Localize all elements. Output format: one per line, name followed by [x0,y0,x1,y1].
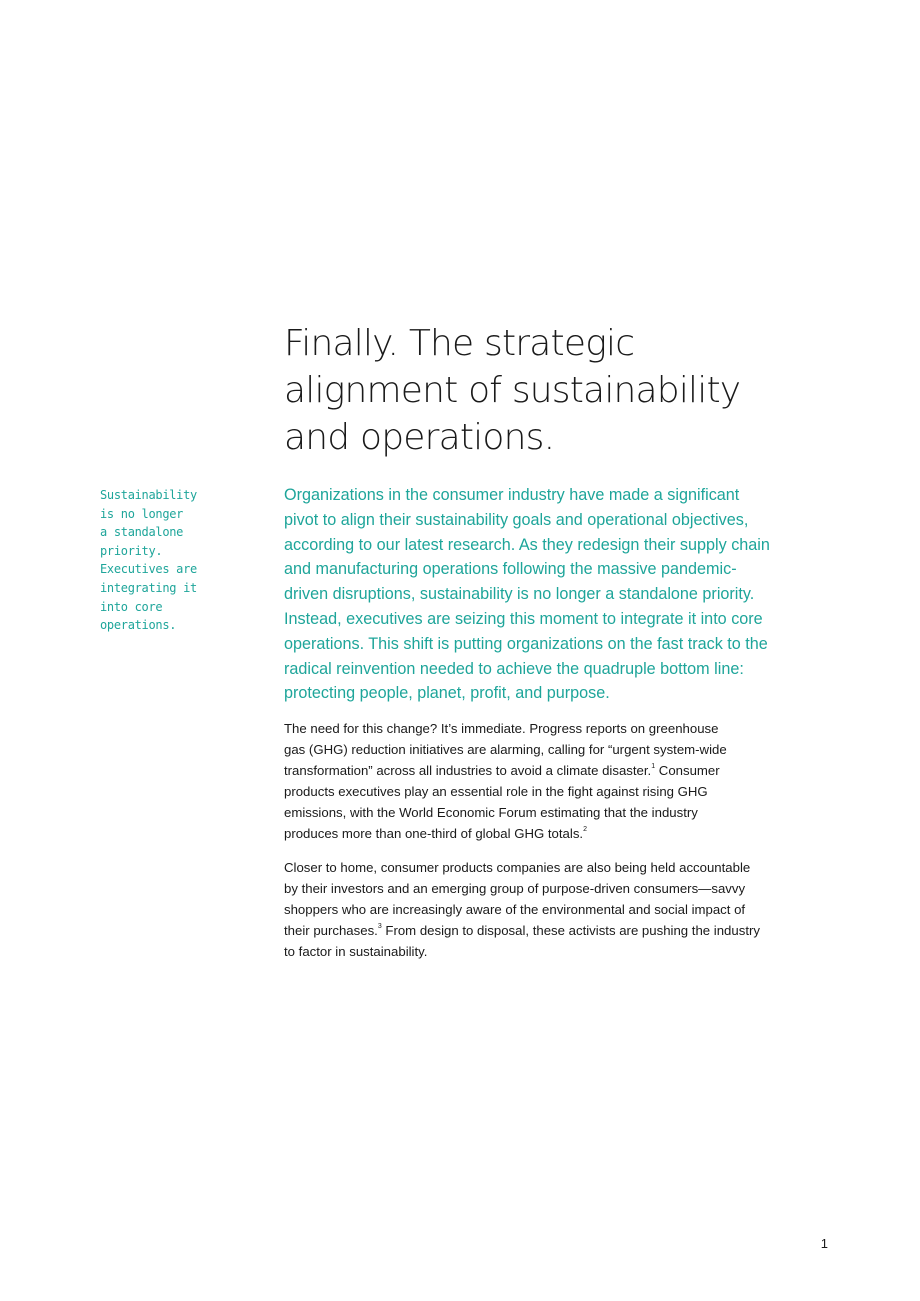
sidenote-line: Sustainability [100,488,197,502]
body-text-segment: From design to disposal, these activists are pushing the industry [381,922,760,938]
body-line: by their investors and an emerging group of purpose-driven consumers—savvy [284,880,746,896]
footnote-ref[interactable]: 1 [651,763,656,771]
lead-line: driven disruptions, sustainability is no longer a standalone priority. [284,585,755,604]
body-line: shoppers who are increasingly aware of the environmental and social impact of [284,901,746,917]
body-line [284,761,804,782]
lead-line: according to our latest research. As they redesign their supply chain [284,535,770,554]
page-title [284,320,804,461]
lead-paragraph [284,483,804,706]
body-line [284,824,804,845]
lead-line: protecting people, planet, profit, and purpose. [284,684,610,703]
pull-quote-sidenote [100,486,250,635]
lead-line: pivot to align their sustainability goals and operational objectives, [284,510,749,529]
body-text-segment: Consumer [655,762,720,778]
body-paragraph-2 [284,858,804,963]
body-line: Closer to home, consumer products companies are also being held accountable [284,860,751,875]
lead-line: operations. This shift is putting organizations on the fast track to the [284,634,768,653]
page-number: 1 [820,1236,828,1251]
sidenote-line: into core [100,599,163,614]
body-paragraph-1 [284,719,804,844]
body-text-segment: transformation” across all industries to avoid a climate disaster. [284,762,652,778]
body-line: to factor in sustainability. [284,943,428,959]
sidenote-line: is no longer [100,506,184,521]
body-line: emissions, with the World Economic Forum estimating that the industry [284,804,698,820]
body-line [284,921,804,942]
body-line: The need for this change? It’s immediate. Progress reports on greenhouse [284,721,719,736]
sidenote-line: integrating it [100,580,197,595]
sidenote-line: Executives are [100,562,197,577]
footnote-ref[interactable]: 3 [377,923,382,931]
sidenote-line: a standalone [100,525,184,540]
title-line: and operations. [284,417,555,458]
lead-line: Instead, executives are seizing this moment to integrate it into core [284,609,763,628]
body-line: gas (GHG) reduction initiatives are alarming, calling for “urgent system-wide [284,741,727,757]
sidenote-line: priority. [100,543,163,558]
body-text-segment: produces more than one-third of global GHG totals. [284,825,584,841]
body-line: products executives play an essential role in the fight against rising GHG [284,783,708,799]
body-text-segment: their purchases. [284,922,378,938]
lead-line: Organizations in the consumer industry have made a significant [284,486,740,504]
title-line: Finally. The strategic [284,323,635,364]
footnote-ref[interactable]: 2 [583,826,587,834]
lead-line: and manufacturing operations following the massive pandemic- [284,560,737,579]
title-line: alignment of sustainability [284,370,741,411]
sidenote-line: operations. [100,618,177,633]
lead-line: radical reinvention needed to achieve the quadruple bottom line: [284,659,744,678]
